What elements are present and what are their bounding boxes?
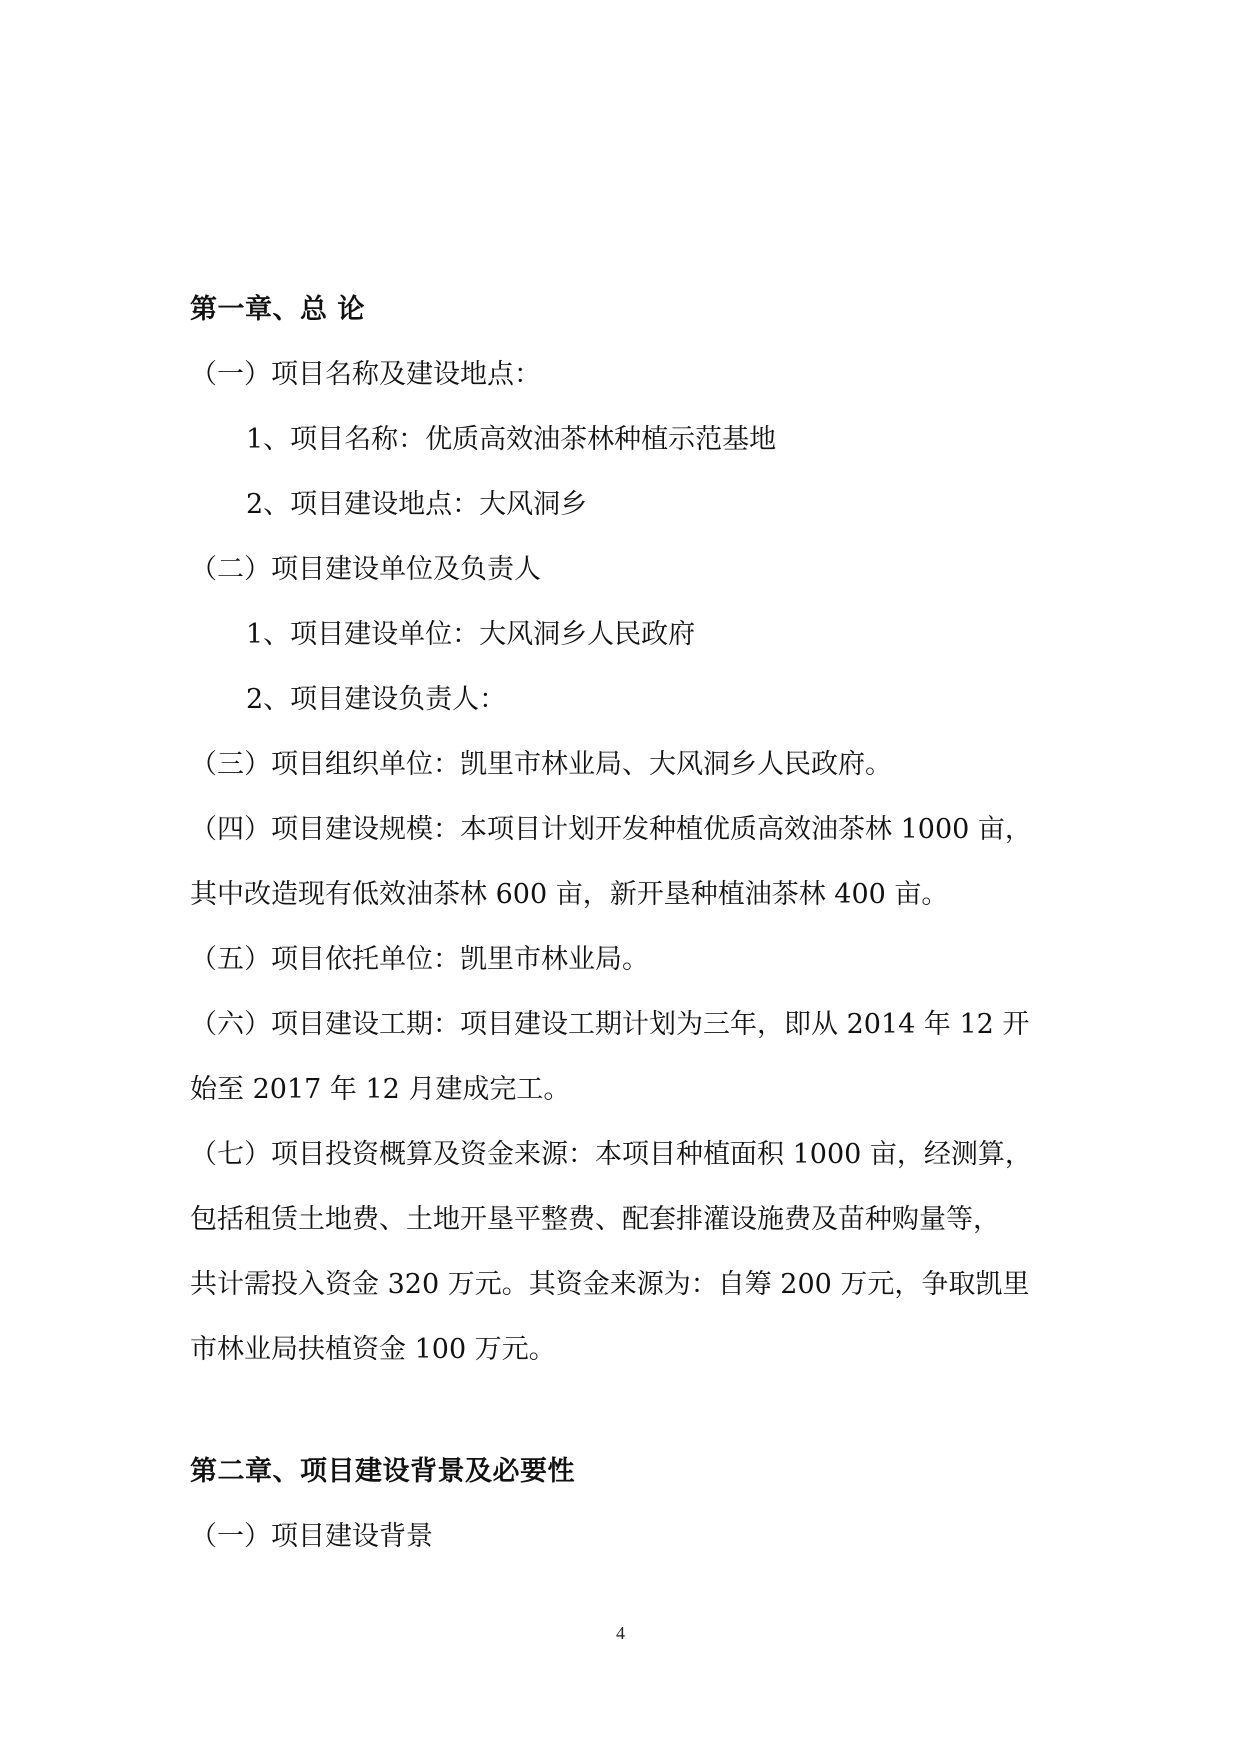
- chapter-2-section-1-heading: （一）项目建设背景: [190, 1521, 433, 1552]
- section-2-heading: （二）项目建设单位及负责人: [190, 554, 541, 585]
- section-4-line-1: （四）项目建设规模：本项目计划开发种植优质高效油茶林 1000 亩，: [190, 814, 1032, 845]
- project-location-line: 2、项目建设地点：大风洞乡: [246, 489, 588, 520]
- section-7-line-1: （七）项目投资概算及资金来源：本项目种植面积 1000 亩，经测算，: [190, 1139, 1032, 1170]
- construction-unit-line: 1、项目建设单位：大风洞乡人民政府: [246, 619, 696, 650]
- section-7-line-3: 共计需投入资金 320 万元。其资金来源为：自筹 200 万元，争取凯里: [190, 1269, 1030, 1300]
- section-7-line-4: 市林业局扶植资金 100 万元。: [190, 1334, 556, 1365]
- page-number: 4: [616, 1623, 625, 1643]
- section-1-heading: （一）项目名称及建设地点：: [190, 359, 541, 390]
- chapter-2-title: 第二章、项目建设背景及必要性: [190, 1456, 575, 1487]
- section-7-line-2: 包括租赁土地费、土地开垦平整费、配套排灌设施费及苗种购量等，: [190, 1204, 1000, 1235]
- section-6-line-2: 始至 2017 年 12 月建成完工。: [190, 1074, 571, 1105]
- section-3-line: （三）项目组织单位：凯里市林业局、大风洞乡人民政府。: [190, 749, 892, 780]
- section-5-line: （五）项目依托单位：凯里市林业局。: [190, 944, 649, 975]
- section-6-line-1: （六）项目建设工期：项目建设工期计划为三年，即从 2014 年 12 开: [190, 1009, 1030, 1040]
- page-content: [190, 290, 1060, 1557]
- section-4-line-2: 其中改造现有低效油茶林 600 亩，新开垦种植油茶林 400 亩。: [190, 879, 949, 910]
- project-leader-line: 2、项目建设负责人：: [246, 684, 507, 715]
- project-name-line: 1、项目名称：优质高效油茶林种植示范基地: [246, 424, 777, 455]
- chapter-1-title: 第一章、总 论: [190, 294, 365, 325]
